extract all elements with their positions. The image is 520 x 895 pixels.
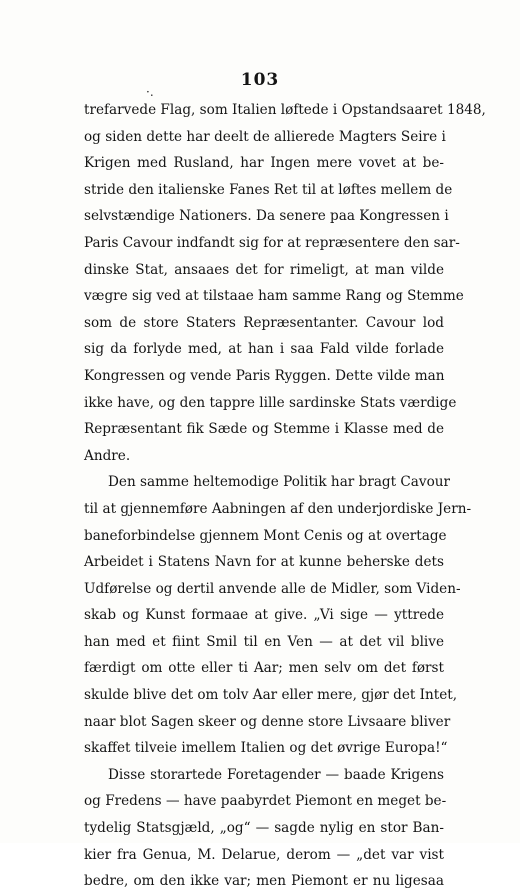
text-line: baneforbindelse gjennem Mont Cenis og at overtage (84, 527, 447, 544)
text-line: Disse storartede Foretagender — baade Krigens (108, 766, 444, 783)
text-line: han med et fiint Smil til en Ven — at det vil blive (84, 633, 444, 650)
text-line: og Fredens — have paabyrdet Piemont en meget be- (84, 793, 447, 810)
text-line: trefarvede Flag, som Italien løftede i Opstandsaaret 1848, (84, 102, 486, 118)
text-line: selvstændige Nationers. Da senere paa Kongressen i (84, 208, 449, 225)
text-line: Kongressen og vende Paris Ryggen. Dette vilde man (84, 367, 445, 384)
text-line: kier fra Genua, M. Delarue, derom — „det var vist (84, 846, 444, 863)
text-line: Andre. (84, 447, 131, 464)
text-line: skaffet tilveie imellem Italien og det øvrige Europa!“ (84, 740, 448, 757)
body-text (84, 97, 486, 895)
text-line: ikke have, og den tappre lille sardinske Stats værdige (84, 394, 457, 411)
page-number: 103 (240, 70, 280, 90)
text-line: sig da forlyde med, at han i saa Fald vilde forlade (84, 341, 444, 358)
text-line: tydelig Statsgjæld, „og“ — sagde nylig en stor Ban- (84, 820, 444, 837)
text-line: færdigt om otte eller ti Aar; men selv om det først (84, 660, 444, 677)
text-line: naar blot Sagen skeer og denne store Livsaare bliver (84, 713, 451, 730)
text-line: til at gjennemføre Aabningen af den underjordiske Jern- (84, 500, 472, 517)
text-line: dinske Stat, ansaaes det for rimeligt, at man vilde (84, 261, 444, 278)
text-line: bedre, om den ikke var; men Piemont er nu ligesaa (84, 873, 444, 890)
text-line: Krigen med Rusland, har Ingen mere vovet at be- (84, 155, 444, 172)
text-line: vægre sig ved at tilstaae ham samme Rang og Stemme (84, 288, 464, 305)
text-line: som de store Staters Repræsentanter. Cavour lod (84, 314, 444, 331)
text-line: skulde blive det om tolv Aar eller mere, gjør det Intet, (84, 687, 458, 704)
text-line: Udførelse og dertil anvende alle de Midler, som Viden- (84, 580, 461, 597)
text-line: Arbeidet i Statens Navn for at kunne beherske dets (84, 554, 444, 571)
text-line: Paris Cavour indfandt sig for at repræsentere den sar- (84, 234, 460, 251)
page-speck-mark: ·. (146, 85, 154, 99)
text-line: Den samme heltemodige Politik har bragt Cavour (108, 474, 451, 491)
text-line: og siden dette har deelt de allierede Magters Seire i (84, 128, 446, 145)
text-line: skab og Kunst formaae at give. „Vi sige — yttrede (84, 607, 444, 624)
text-line: Repræsentant fik Sæde og Stemme i Klasse med de (84, 421, 444, 438)
text-line: stride den italienske Fanes Ret til at løftes mellem de (84, 181, 453, 198)
